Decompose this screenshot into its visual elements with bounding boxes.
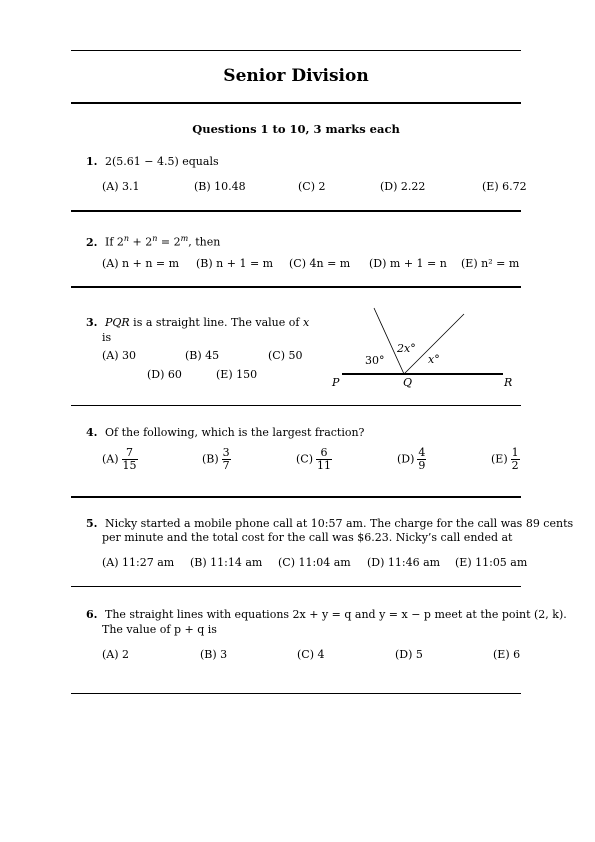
option-e: (E) 11:05 am xyxy=(455,556,528,569)
top-rule xyxy=(71,50,521,51)
angle-label-x: x° xyxy=(428,353,440,366)
point-label-p: P xyxy=(332,376,340,389)
question-2 xyxy=(86,231,220,250)
option-c: (C) 50 xyxy=(268,349,303,362)
option-a: (A) 3.1 xyxy=(102,180,140,193)
angle-figure xyxy=(325,300,525,400)
question-number: 4. xyxy=(86,426,98,439)
numerator: 1 xyxy=(511,446,519,459)
option-a: (A) 11:27 am xyxy=(102,556,175,569)
divider xyxy=(71,210,521,212)
option-d: (D) 11:46 am xyxy=(367,556,441,569)
option-b: (B) n + 1 = m xyxy=(196,257,274,270)
point-label-q: Q xyxy=(403,376,413,389)
option-e: (E) 6.72 xyxy=(482,180,527,193)
question-text-part: = 2 xyxy=(157,235,181,249)
option-b: (B) 10.48 xyxy=(194,180,246,193)
fraction xyxy=(122,447,138,472)
option-d xyxy=(397,447,426,472)
option-e: (E) 150 xyxy=(216,368,258,381)
question-text-line2: per minute and the total cost for the call was $6.23. Nicky’s call ended at xyxy=(102,531,513,544)
option-d: (D) m + 1 = n xyxy=(369,257,447,270)
option-c: (C) 4n = m xyxy=(289,257,351,270)
title-rule xyxy=(71,102,521,104)
fraction xyxy=(417,447,426,472)
divider xyxy=(71,286,521,288)
exponent: n xyxy=(152,234,158,243)
option-b: (B) 45 xyxy=(185,349,220,362)
question-4 xyxy=(86,425,364,440)
option-c: (C) 11:04 am xyxy=(278,556,351,569)
question-text-part: is a straight line. The value of xyxy=(129,316,303,329)
question-3 xyxy=(86,315,309,330)
page-title: Senior Division xyxy=(223,66,369,86)
option-a xyxy=(102,447,138,472)
option-label: (C) xyxy=(296,452,313,466)
question-number: 1. xyxy=(86,155,98,168)
fraction xyxy=(511,447,520,472)
question-text: Of the following, which is the largest fraction? xyxy=(104,426,365,439)
option-d: (D) 5 xyxy=(395,648,423,661)
angle-label-30: 30° xyxy=(365,354,385,367)
question-number: 3. xyxy=(86,316,98,329)
denominator: 2 xyxy=(511,459,519,472)
option-label: (B) xyxy=(202,452,219,466)
section-subtitle: Questions 1 to 10, 3 marks each xyxy=(192,122,400,136)
question-number: 5. xyxy=(86,517,98,530)
question-6 xyxy=(86,607,567,622)
question-text-part: + 2 xyxy=(129,235,153,249)
question-text-line1: Nicky started a mobile phone call at 10:57 am. The charge for the call was 89 cents xyxy=(104,517,574,530)
numerator: 3 xyxy=(222,446,230,459)
divider xyxy=(71,586,521,587)
option-label: (A) xyxy=(102,452,119,466)
denominator: 7 xyxy=(222,459,230,472)
bottom-rule xyxy=(71,693,521,694)
question-1 xyxy=(86,154,219,169)
question-number: 2. xyxy=(86,235,98,249)
denominator: 11 xyxy=(317,459,331,472)
question-text-var: PQR xyxy=(104,316,130,329)
divider xyxy=(71,496,521,498)
option-b xyxy=(202,447,231,472)
option-c xyxy=(296,447,332,472)
point-label-r: R xyxy=(504,376,513,389)
question-5 xyxy=(86,516,573,531)
angle-label-2x: 2x° xyxy=(397,342,416,355)
option-e: (E) n² = m xyxy=(461,257,520,270)
denominator: 9 xyxy=(418,459,426,472)
question-text-var: x xyxy=(302,316,310,329)
option-d: (D) 2.22 xyxy=(380,180,426,193)
question-3-continued: is xyxy=(102,331,112,344)
numerator: 7 xyxy=(122,447,138,460)
question-text: 2(5.61 − 4.5) equals xyxy=(104,155,219,168)
numerator: 6 xyxy=(316,447,332,460)
option-a: (A) 2 xyxy=(102,648,130,661)
question-text-line1: The straight lines with equations 2x + y = q and y = x − p meet at the point (2, k). xyxy=(104,608,567,621)
denominator: 15 xyxy=(122,459,137,472)
exponent: m xyxy=(180,234,189,243)
option-c: (C) 2 xyxy=(298,180,326,193)
option-a: (A) 30 xyxy=(102,349,137,362)
option-a: (A) n + n = m xyxy=(102,257,180,270)
question-text-part: , then xyxy=(188,235,221,249)
option-e: (E) 6 xyxy=(493,648,521,661)
option-c: (C) 4 xyxy=(297,648,325,661)
option-label: (D) xyxy=(397,452,415,466)
option-label: (E) xyxy=(491,452,508,466)
divider xyxy=(71,405,521,406)
question-text-part: If 2 xyxy=(104,235,124,249)
fraction xyxy=(316,447,332,472)
fraction xyxy=(222,447,231,472)
question-text-line2: The value of p + q is xyxy=(102,623,217,636)
option-b: (B) 3 xyxy=(200,648,228,661)
exponent: n xyxy=(123,234,130,243)
question-number: 6. xyxy=(86,608,98,621)
option-b: (B) 11:14 am xyxy=(190,556,263,569)
option-d: (D) 60 xyxy=(147,368,182,381)
numerator: 4 xyxy=(418,446,426,459)
option-e xyxy=(491,447,520,472)
